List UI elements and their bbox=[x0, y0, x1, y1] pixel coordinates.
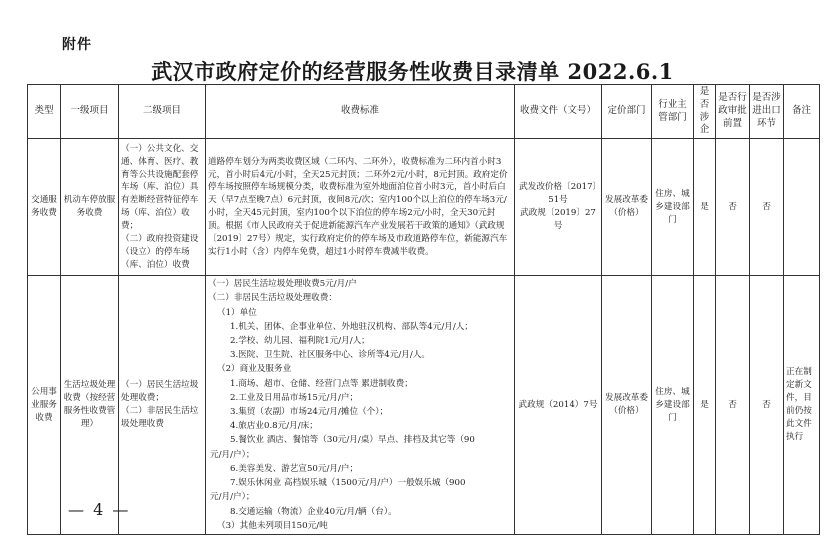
cell-import-export: 否 bbox=[750, 139, 784, 276]
standard-line: 元/月/户）； bbox=[210, 492, 255, 503]
level2-item: （二）非居民生活垃圾处理收费 bbox=[121, 406, 199, 429]
col-header-industry-dept: 行业主管部门 bbox=[652, 85, 694, 139]
cell-standard: 道路停车划分为两类收费区域（二环内、二环外），收费标准为二环内首小时3元，首小时后4元/小时，全天25元封顶；二环外2元/小时，8元封顶。政府定价停车场按照停车场规模分类，收费标准为室外地面泊位首小时3元，首小时后白天（早7点至晚7点）6元封顶，夜间8元/次；室内100个以上泊位的停车场3元/小时，全天45元封顶，室内100个以下泊位的停车场2元/小时，全天30元封顶。根据《市人民政府关于促进新能源汽车产业发展若干政策的通知》（武政规〔2019〕27号）规定，实行政府定价的停车场及市政道路停车位，新能源汽车实行1小时（含）内停车免费，超过1小时停车费减半收费。 bbox=[206, 139, 515, 276]
cell-type: 公用事业服务收费 bbox=[28, 276, 61, 535]
col-header-import-export: 是否涉进出口环节 bbox=[750, 85, 784, 139]
document-number: 武政规〔2019〕27号 bbox=[520, 208, 596, 232]
col-header-admin-approval: 是否行政审批前置 bbox=[716, 85, 750, 139]
cell-admin-approval: 否 bbox=[716, 139, 750, 276]
table-row bbox=[28, 139, 820, 276]
col-header-document: 收费文件（文号） bbox=[515, 85, 602, 139]
fee-catalog-table bbox=[27, 84, 820, 535]
cell-type: 交通服务收费 bbox=[28, 139, 61, 276]
document-number: 武发改价格〔2017〕51号 bbox=[519, 182, 597, 206]
standard-line: （二）非居民生活垃圾处理收费： bbox=[208, 293, 337, 304]
standard-line: 2.学校、幼儿园、福利院1元/月/人； bbox=[230, 336, 370, 347]
cell-industry-dept: 住房、城乡建设部门 bbox=[652, 276, 694, 535]
standard-line: 元/月/户）； bbox=[210, 449, 255, 460]
standard-line: （一）居民生活垃圾处理收费5元/月/户 bbox=[208, 279, 357, 290]
level2-item: （一）居民生活垃圾处理收费； bbox=[121, 380, 199, 404]
cell-standard bbox=[206, 276, 515, 535]
cell-involves-enterprise: 是 bbox=[694, 139, 716, 276]
standard-line: 5.餐饮业 酒店、餐馆等（30元/月/桌）早点、排档及其它等（90 bbox=[230, 435, 475, 446]
cell-document bbox=[515, 139, 602, 276]
standard-line: 4.旅店业0.8元/月/床； bbox=[230, 421, 318, 432]
cell-level2 bbox=[119, 276, 206, 535]
level2-item: （二）政府投资建设（设立）的停车场（库、泊位）收费 bbox=[121, 234, 199, 270]
standard-line: 8.交通运输（物流）企业40元/月/辆（台）。 bbox=[230, 506, 397, 517]
table-header-row bbox=[28, 85, 820, 139]
level2-item: （一）公共文化、交通、体育、医疗、教育等公共设施配套停车场（库、泊位）具有差断经营特征停车场（库、泊位）收费； bbox=[121, 143, 199, 232]
cell-level2 bbox=[119, 139, 206, 276]
cell-remark: 正在制定新文件，目前仍按此文件执行 bbox=[784, 276, 820, 535]
standard-line: 2.工业及日用品市场15元/月/户； bbox=[230, 392, 359, 403]
standard-line: 7.娱乐休闲业 高档娱乐城（1500元/月/户）一般娱乐城（900 bbox=[230, 478, 466, 489]
standard-line: （2）商业及服务业 bbox=[217, 364, 292, 375]
table-row bbox=[28, 276, 820, 535]
col-header-type: 类型 bbox=[28, 85, 61, 139]
col-header-remark: 备注 bbox=[784, 85, 820, 139]
attachment-label: 附件 bbox=[62, 37, 92, 53]
page-number: — 4 — bbox=[68, 500, 131, 519]
cell-level1: 机动车停放服务收费 bbox=[61, 139, 119, 276]
cell-pricing-dept: 发展改革委（价格） bbox=[602, 139, 652, 276]
standard-line: 1.商场、超市、仓储、经营门点等 累进制收费； bbox=[230, 378, 413, 389]
standard-line: 3.集贸（农副）市场24元/月/摊位（个）； bbox=[230, 407, 389, 418]
cell-document bbox=[515, 276, 602, 535]
col-header-pricing-dept: 定价部门 bbox=[602, 85, 652, 139]
col-header-level2: 二级项目 bbox=[119, 85, 206, 139]
cell-pricing-dept: 发展改革委（价格） bbox=[602, 276, 652, 535]
col-header-involves-enterprise: 是否涉企 bbox=[694, 85, 716, 139]
standard-line: 6.美容美发、游艺宣50元/月/户； bbox=[230, 463, 359, 474]
col-header-standard: 收费标准 bbox=[206, 85, 515, 139]
document-number: 武政规（2014）7号 bbox=[518, 399, 598, 410]
cell-industry-dept: 住房、城乡建设部门 bbox=[652, 139, 694, 276]
cell-import-export: 否 bbox=[750, 276, 784, 535]
standard-line: 3.医院、卫生院、社区服务中心、诊所等4元/月/人。 bbox=[230, 350, 430, 361]
cell-level1: 生活垃圾处理收费（按经营服务性收费管理） bbox=[61, 276, 119, 535]
standard-line: 1.机关、团体、企事业单位、外地驻汉机构、部队等4元/月/人； bbox=[230, 321, 473, 332]
page-title: 武汉市政府定价的经营服务性收费目录清单 2022.6.1 bbox=[151, 59, 674, 84]
cell-remark bbox=[784, 139, 820, 276]
col-header-level1: 一级项目 bbox=[61, 85, 119, 139]
cell-involves-enterprise: 是 bbox=[694, 276, 716, 535]
standard-line: （1）单位 bbox=[217, 307, 257, 318]
standard-line: （3）其他未列项目150元/吨 bbox=[217, 520, 328, 531]
cell-admin-approval: 否 bbox=[716, 276, 750, 535]
